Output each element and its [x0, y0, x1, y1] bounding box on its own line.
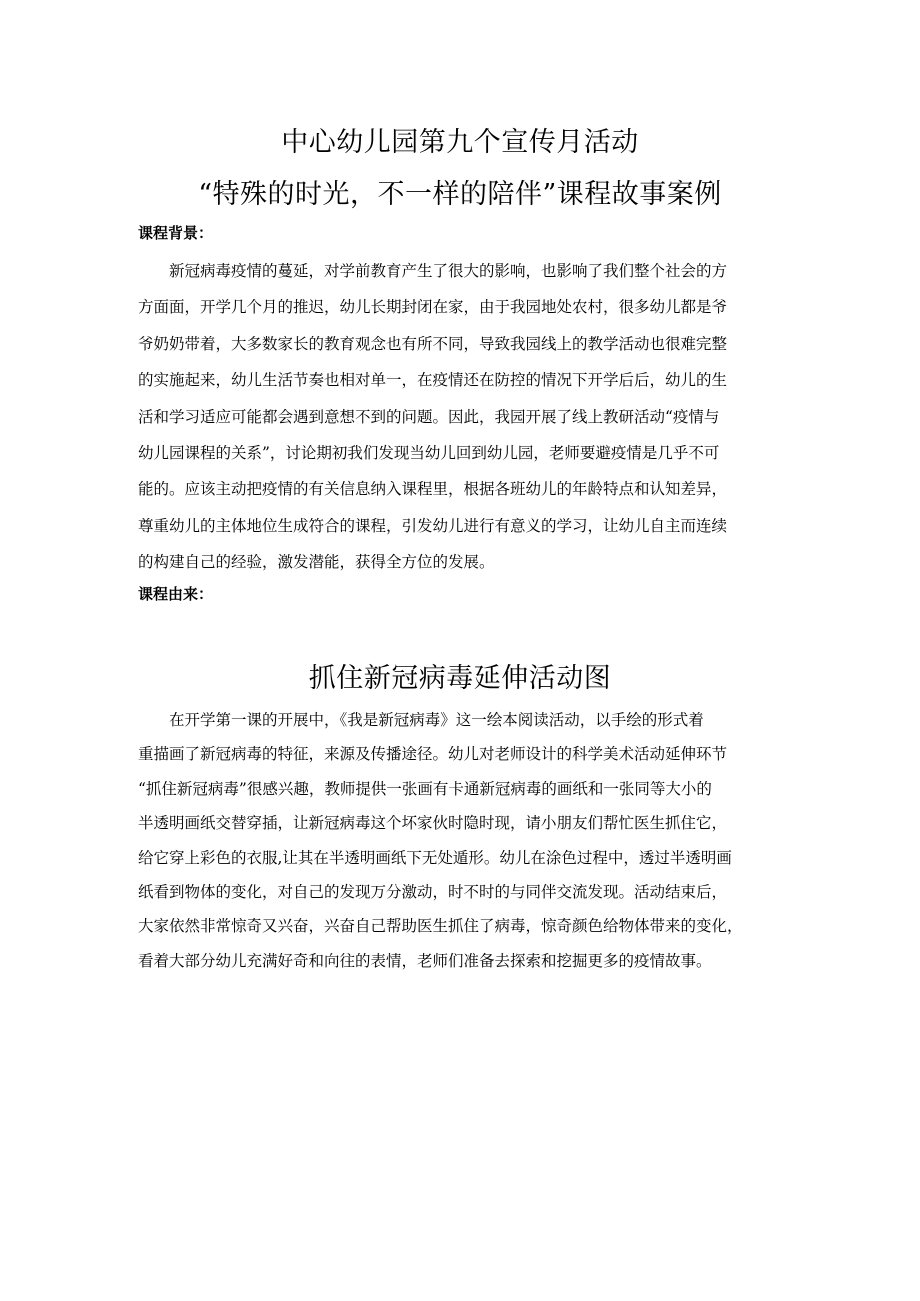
paragraph-line: 看着大部分幼儿充满好奇和向往的表情，老师们准备去探索和挖掘更多的疫情故事。	[138, 951, 712, 970]
paragraph-line: 爷奶奶带着，大多数家长的教育观念也有所不同，导致我园线上的教学活动也很难完整	[138, 334, 728, 353]
document-subtitle: “特殊的时光，不一样的陪伴”课程故事案例	[198, 179, 722, 210]
paragraph-line: 幼儿园课程的关系”，讨论期初我们发现当幼儿回到幼儿园，老师要避疫情是几乎不可	[138, 443, 720, 462]
paragraph-line: 方面面，开学几个月的推迟，幼儿长期封闭在家，由于我园地处农村，很多幼儿都是爷	[138, 298, 728, 317]
paragraph-line: 重描画了新冠病毒的特征，来源及传播途径。幼儿对老师设计的科学美术活动延伸环节	[138, 745, 728, 764]
origin-paragraph	[138, 707, 788, 982]
paragraph-line: 的构建自己的经验，激发潜能，获得全方位的发展。	[138, 553, 495, 572]
document-title: 中心幼儿园第九个宣传月活动	[281, 127, 639, 158]
paragraph-line: 的实施起来，幼儿生活节奏也相对单一，在疫情还在防控的情况下开学后后，幼儿的生	[138, 371, 728, 390]
section-subtitle: 抓住新冠病毒延伸活动图	[308, 663, 612, 694]
paragraph-line: 在开学第一课的开展中，《我是新冠病毒》这一绘本阅读活动，以手绘的形式着	[138, 711, 704, 729]
section-heading-origin: 课程由来：	[138, 585, 214, 603]
paragraph-line: 半透明画纸交替穿插，让新冠病毒这个坏家伙时隐时现，请小朋友们帮忙医生抓住它，	[138, 814, 728, 833]
paragraph-line: 大家依然非常惊奇又兴奋，兴奋自己帮助医生抓住了病毒，惊奇颜色给物体带来的变化，	[138, 917, 743, 936]
paragraph-line: “抓住新冠病毒”很感兴趣，教师提供一张画有卡通新冠病毒的画纸和一张同等大小的	[138, 779, 712, 798]
paragraph-line: 新冠病毒疫情的蔓延，对学前教育产生了很大的影响，也影响了我们整个社会的方	[138, 262, 728, 280]
paragraph-line: 能的。应该主动把疫情的有关信息纳入课程里，根据各班幼儿的年龄特点和认知差异，	[138, 480, 728, 499]
paragraph-line: 尊重幼儿的主体地位生成符合的课程，引发幼儿进行有意义的学习，让幼儿自主而连续	[138, 516, 728, 535]
section-heading-background: 课程背景：	[138, 224, 214, 242]
paragraph-line: 纸看到物体的变化，对自己的发现万分激动，时不时的与同伴交流发现。活动结束后，	[138, 882, 728, 901]
background-paragraph	[138, 258, 788, 586]
paragraph-line: 给它穿上彩色的衣服,让其在半透明画纸下无处遁形。幼儿在涂色过程中，透过半透明画	[138, 848, 732, 867]
paragraph-line: 活和学习适应可能都会遇到意想不到的问题。因此，我园开展了线上教研活动“疫情与	[138, 407, 720, 426]
